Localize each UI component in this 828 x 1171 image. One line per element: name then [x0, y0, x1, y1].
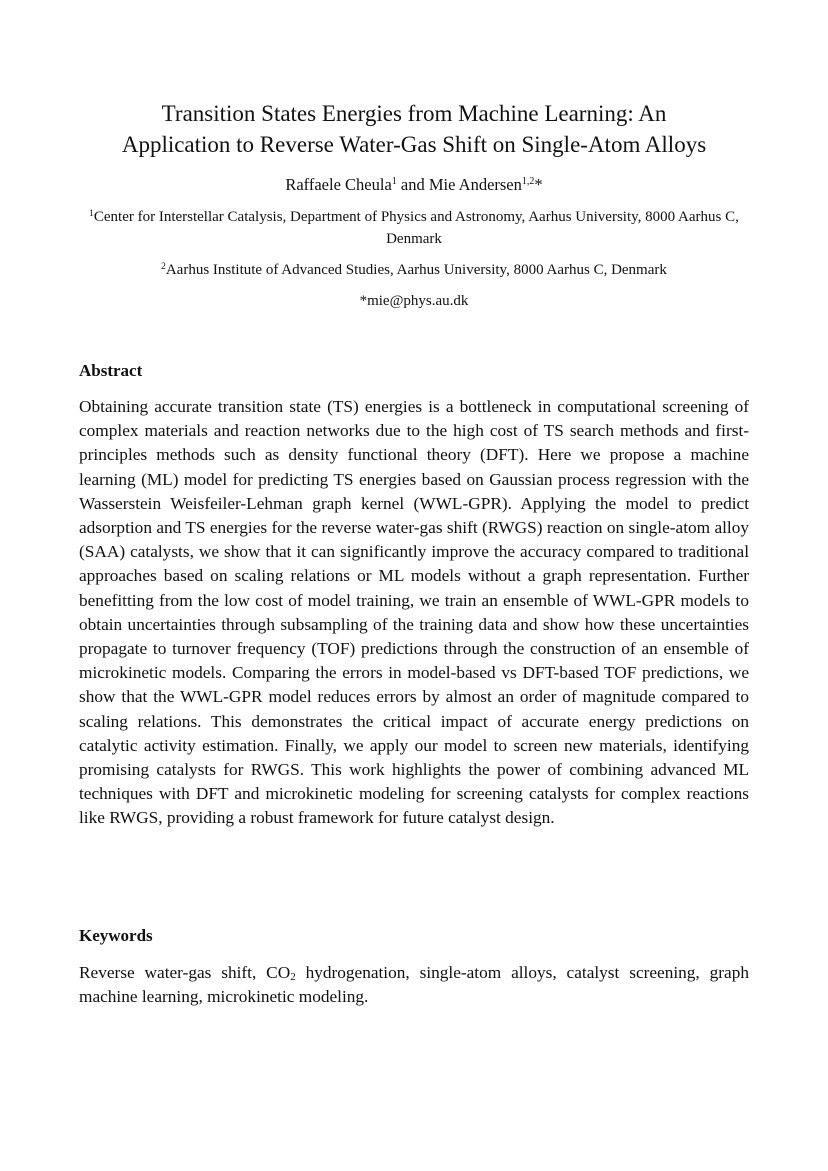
- corresponding-email: *mie@phys.au.dk: [359, 293, 469, 309]
- affiliation-text: Center for Interstellar Catalysis, Department of Physics and Astronomy, Aarhus University, 8000 Aarhus C, Denmark: [93, 209, 739, 247]
- keywords-part-2: hydrogenation, single-atom alloys, catalyst screening, graph machine learning, microkinetic modeling.: [79, 963, 749, 1007]
- affiliation-2: [80, 259, 748, 281]
- subscript-2: 2: [290, 971, 296, 983]
- keywords-body: [79, 961, 749, 1009]
- affiliation-text: Aarhus Institute of Advanced Studies, Aarhus University, 8000 Aarhus C, Denmark: [165, 262, 667, 278]
- affiliation-number: 2: [161, 262, 166, 272]
- abstract-body: Obtaining accurate transition state (TS) energies is a bottleneck in computational screening of complex materials and reaction networks due to the high cost of TS search methods and first-principles methods such as density functional theory (DFT). Here we propose a machine learning (ML) model for predicting TS energies based on Gaussian process regression with the Wasserstein Weisfeiler-Lehman graph kernel (WWL-GPR). Applying the model to predict adsorption and TS energies for the reverse water-gas shift (RWGS) reaction on single-atom alloy (SAA) catalysts, we show that it can significantly improve the accuracy compared to traditional approaches based on scaling relations or ML models without a graph representation. Further benefitting from the low cost of model training, we train an ensemble of WWL-GPR models to obtain uncertainties through subsampling of the training data and show how these uncertainties propagate to turnover frequency (TOF) predictions through the construction of an ensemble of microkinetic models. Comparing the errors in model-based vs DFT-based TOF predictions, we show that the WWL-GPR model reduces errors by almost an order of magnitude compared to scaling relations. This demonstrates the critical impact of accurate energy predictions on catalytic activity estimation. Finally, we apply our model to screen new materials, identifying promising catalysts for RWGS. This work highlights the power of combining advanced ML techniques with DFT and microkinetic modeling for screening catalysts for complex reactions like RWGS, providing a robust framework for future catalyst design.: [79, 397, 749, 828]
- author-name: Mie Andersen: [428, 175, 522, 194]
- author-connector: and: [396, 175, 429, 194]
- affiliation-marker: 1,2: [521, 176, 535, 187]
- keywords-heading: Keywords: [79, 926, 153, 945]
- abstract-heading: Abstract: [79, 361, 143, 380]
- affiliation-marker: 1: [391, 176, 397, 187]
- author-name: Raffaele Cheula: [285, 175, 392, 194]
- affiliation-1: [80, 206, 748, 250]
- keywords-part-1: Reverse water-gas shift, CO: [79, 963, 291, 982]
- title-line-1: Transition States Energies from Machine Learning: An: [161, 101, 667, 126]
- corresponding-author-mark: *: [534, 175, 543, 194]
- affiliation-number: 1: [89, 209, 94, 219]
- author-list: [40, 174, 788, 196]
- title-line-2: Application to Reverse Water-Gas Shift on Single-Atom Alloys: [121, 132, 707, 157]
- paper-title: [40, 98, 788, 160]
